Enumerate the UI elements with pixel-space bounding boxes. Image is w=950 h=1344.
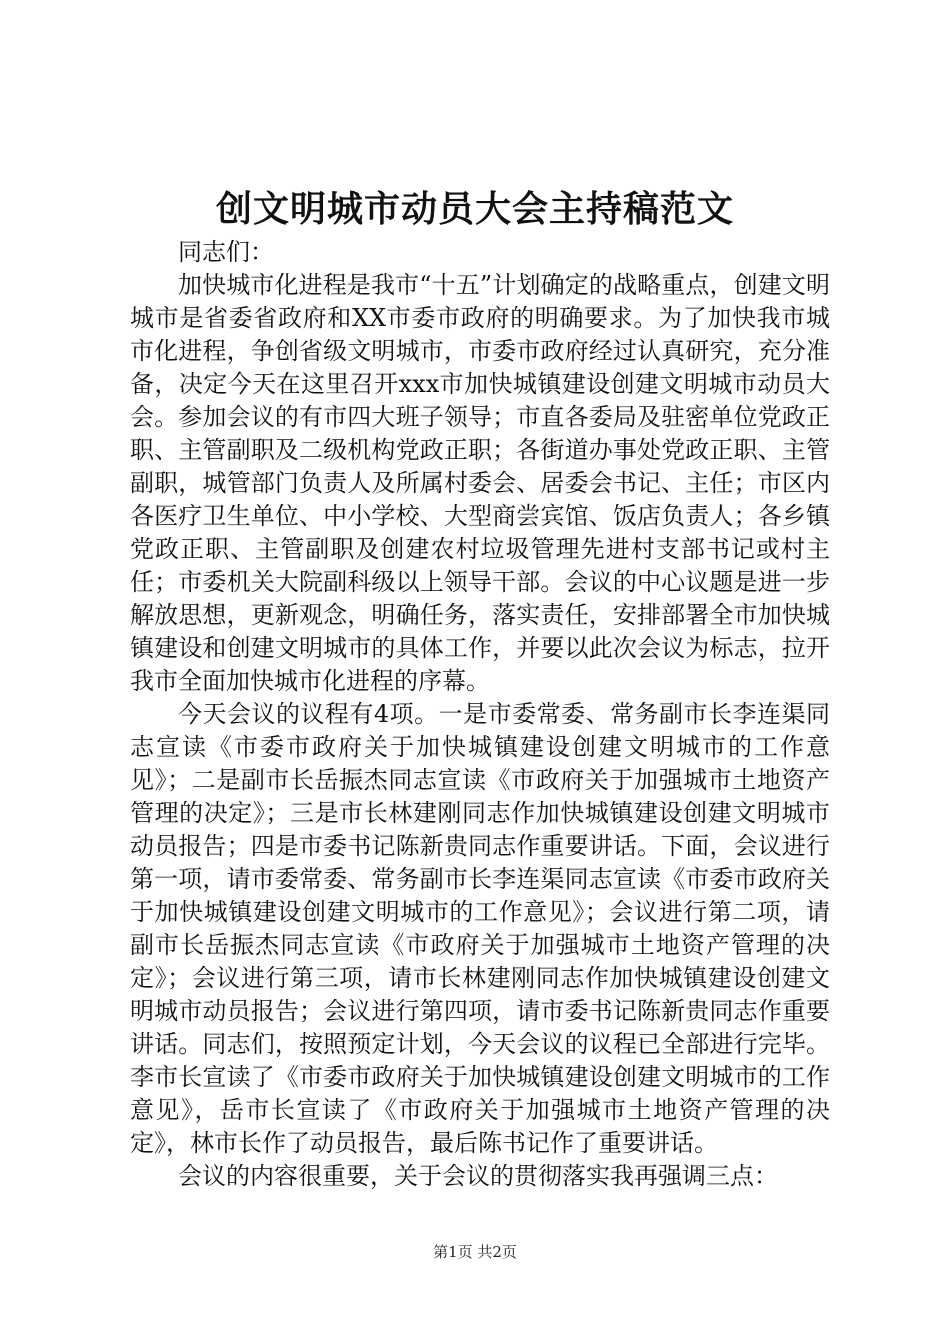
body-paragraph: 加快城市化进程是我市“十五”计划确定的战略重点，创建文明城市是省委省政府和XX市委市政府的明确要求。为了加快我市城市化进程，争创省级文明城市，市委市政府经过认真研究，充分准备，决定今天在这里召开xxx市加快城镇建设创建文明城市动员大会。参加会议的有市四大班子领导；市直各委局及驻密单位党政正职、主管副职及二级机构党政正职；各街道办事处党政正职、主管副职，城管部门负责人及所属村委会、居委会书记、主任；市区内各医疗卫生单位、中小学校、大型商尝宾馆、饭店负责人；各乡镇党政正职、主管副职及创建农村垃圾管理先进村支部书记或村主任；市委机关大院副科级以上领导干部。会议的中心议题是进一步解放思想，更新观念，明确任务，落实责任，安排部署全市加快城镇建设和创建文明城市的具体工作，并要以此次会议为标志，拉开我市全面加快城市化进程的序幕。: [130, 271, 830, 695]
salutation-paragraph: 同志们：: [178, 238, 274, 266]
body-paragraph: 今天会议的议程有4项。一是市委常委、常务副市长李连渠同志宣读《市委市政府关于加快城镇建设创建文明城市的工作意见》；二是副市长岳振杰同志宣读《市政府关于加强城市土地资产管理的决定》；三是市长林建刚同志作加快城镇建设创建文明城市动员报告；四是市委书记陈新贵同志作重要讲话。下面，会议进行第一项，请市委常委、常务副市长李连渠同志宣读《市委市政府关于加快城镇建设创建文明城市的工作意见》；会议进行第二项，请副市长岳振杰同志宣读《市政府关于加强城市土地资产管理的决定》；会议进行第三项，请市长林建刚同志作加快城镇建设创建文明城市动员报告；会议进行第四项，请市委书记陈新贵同志作重要讲话。同志们，按照预定计划，今天会议的议程已全部进行完毕。李市长宣读了《市委市政府关于加快城镇建设创建文明城市的工作意见》，岳市长宣读了《市政府关于加强城市土地资产管理的决定》，林市长作了动员报告，最后陈书记作了重要讲话。: [130, 700, 830, 1157]
body-paragraph: 会议的内容很重要，关于会议的贯彻落实我再强调三点：: [178, 1162, 778, 1190]
document-body: [130, 236, 830, 1193]
page-footer: 第1页 共2页: [433, 1243, 517, 1261]
document-title: 创文明城市动员大会主持稿范文: [215, 188, 734, 230]
